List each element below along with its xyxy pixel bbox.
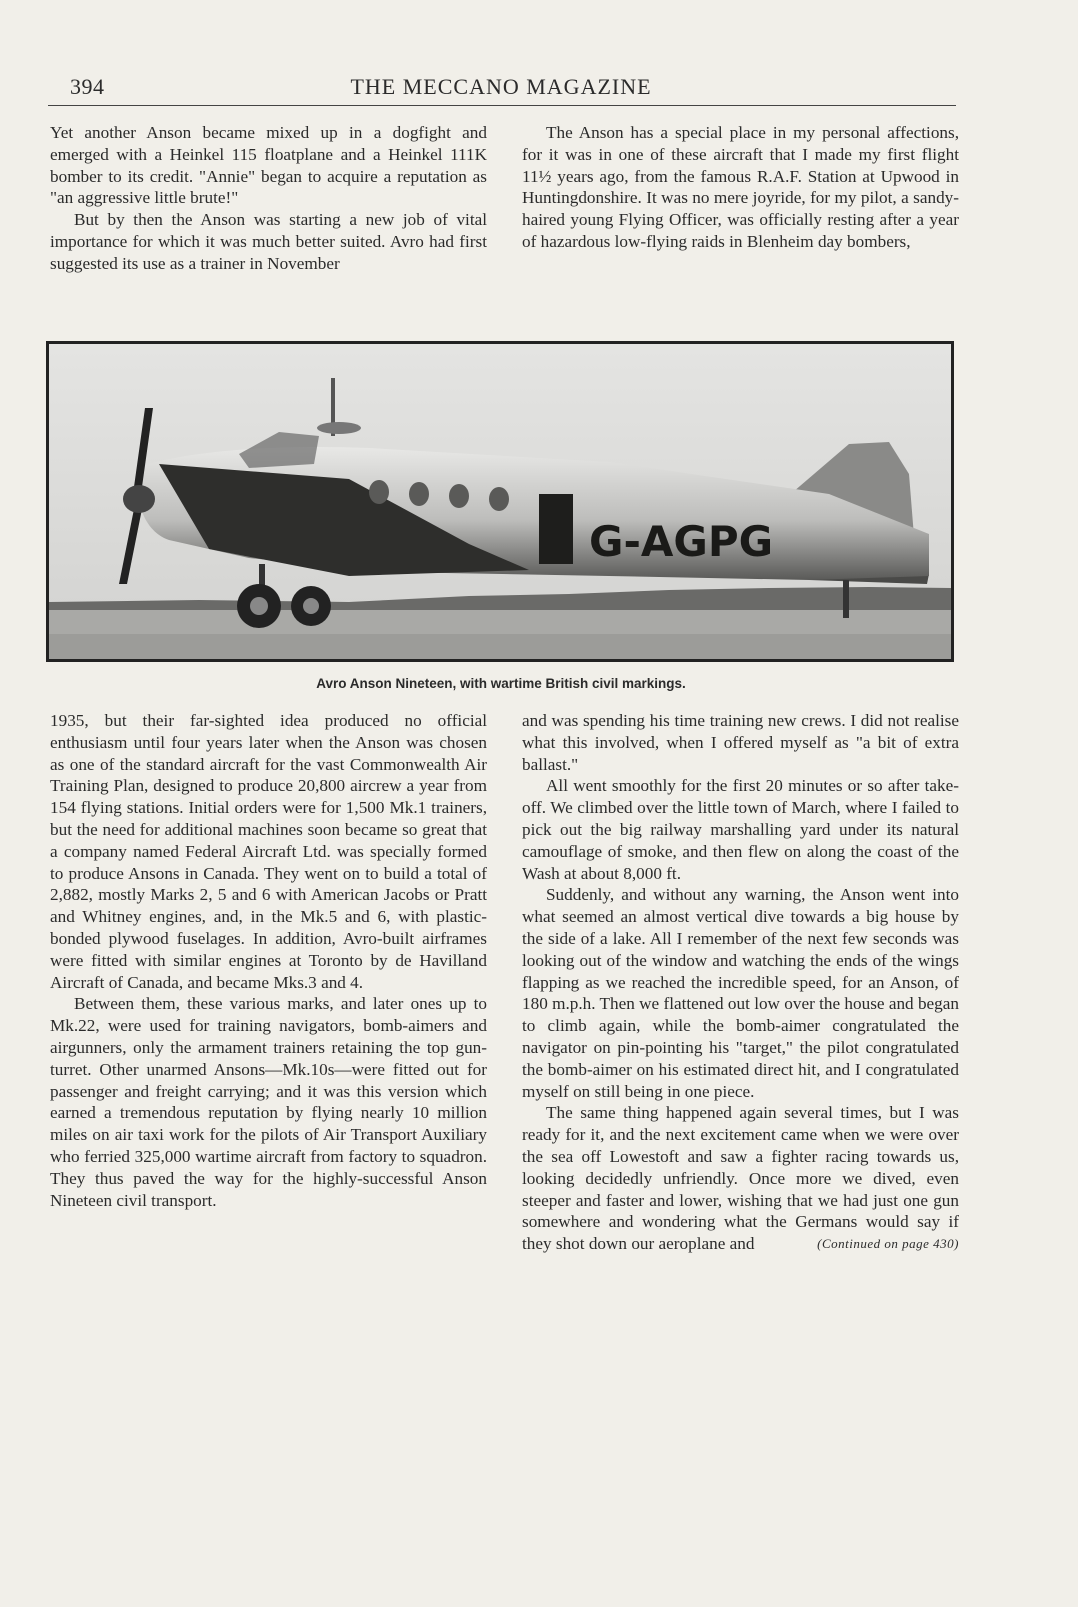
paragraph [522,1102,959,1255]
magazine-title: THE MECCANO MAGAZINE [350,74,652,99]
paragraph: and was spending his time training new crews. I did not realise what this involved, when I offered myself as "a bit of extra ballast." [522,711,959,774]
aircraft-illustration [49,344,951,659]
aircraft-photo [46,341,954,662]
paragraph: The Anson has a special place in my personal affections, for it was in one of these aircraft that I made my first flight 11½ years ago, from the famous R.A.F. Station at Upwood in Huntingdonshire. It was no mere joyride, for my pilot, a sandy-haired young Flying Officer, was officially resting after a year of hazardous low-flying raids in Blenheim day bombers, [522,123,959,251]
page-header [48,70,954,104]
paragraph: 1935, but their far-sighted idea produced no official enthusiasm until four years later when the Anson was chosen as one of the standard aircraft for the vast Commonwealth Air Training Plan, designed to produce 20,800 aircrew a year from 154 flying stations. Initial orders were for 1,500 Mk.1 trainers, but the need for additional machines soon became so great that a company named Federal Aircraft Ltd. was specially formed to produce Ansons in Canada. They went on to build a total of 2,882, mostly Marks 2, 5 and 6 with American Jacobs or Pratt and Whitney engines, and, in the Mk.5 and 6, with plastic-bonded plywood fuselages. In addition, Avro-built airframes were fitted with similar engines at Toronto by de Havilland Aircraft of Canada, and became Mks.3 and 4. [50,711,487,992]
paragraph: All went smoothly for the first 20 minutes or so after take-off. We climbed over the little town of March, where I failed to pick out the big railway marshalling yard under its natural camouflage of smoke, and then flew on along the coast of the Wash at about 8,000 ft. [522,776,959,883]
column-top-right [522,122,959,253]
column-bottom-left [50,710,487,1211]
photo-caption: Avro Anson Nineteen, with wartime British civil markings. [316,676,686,691]
paragraph: But by then the Anson was starting a new job of vital importance for which it was much better suited. Avro had first suggested its use as a trainer in November [50,210,487,273]
paragraph: Yet another Anson became mixed up in a dogfight and emerged with a Heinkel 115 floatplane and a Heinkel 111K bomber to its credit. "Annie" began to acquire a reputation as "an aggressive little brute!" [50,123,487,208]
paragraph: Suddenly, and without any warning, the Anson went into what seemed an almost vertical dive towards a big house by the side of a lake. All I remember of the next few seconds was looking out of the window and watching the ends of the wings flapping as we reached the incredible speed, for an Anson, of 180 m.p.h. Then we flattened out low over the house and began to climb again, while the bomb-aimer congratulated the navigator on pin-pointing his "target," the pilot congratulated the bomb-aimer on his estimated direct hit, and I congratulated myself on still being in one piece. [522,885,959,1101]
paragraph: Between them, these various marks, and later ones up to Mk.22, were used for training navigators, bomb-aimers and airgunners, only the armament trainers retaining the top gun-turret. Other unarmed Ansons—Mk.10s—were fitted out for passenger and freight carrying; and it was this version which earned a tremendous reputation by flying nearly 10 million miles on air taxi work for the pilots of Air Transport Auxiliary who ferried 325,000 wartime aircraft from factory to squadron. They thus paved the way for the highly-successful Anson Nineteen civil transport. [50,994,487,1210]
registration-mark: G-AGPG [589,517,774,566]
page-number: 394 [70,74,105,99]
column-top-left [50,122,487,275]
header-rule [48,105,956,106]
continued-note: (Continued on page 430) [817,1236,959,1252]
paragraph-text: The same thing happened again several times, but I was ready for it, and the next excitement came when we were over the sea off Lowestoft and saw a fighter racing towards us, looking decidedly unfriendly. Once more we dived, even steeper and faster and lower, wishing that we had just one gun somewhere and wondering what the Germans would say if they shot down our aeroplane and [522,1103,959,1254]
column-bottom-right [522,710,959,1255]
